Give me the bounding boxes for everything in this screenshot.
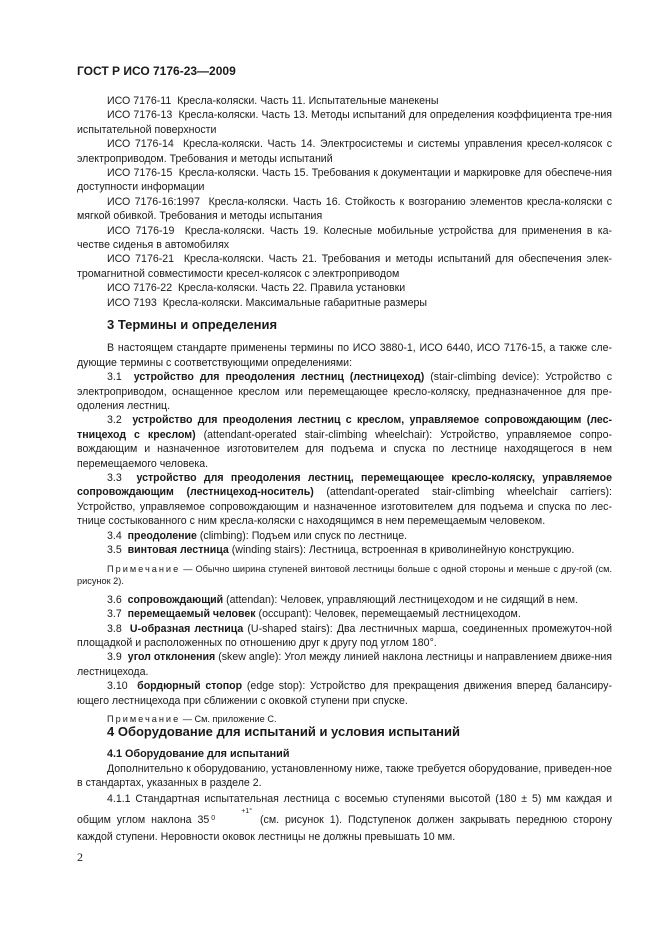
term-definition: 3.10 бордюрный стопор (edge stop): Устройство для прекращения движения вперед балансиру-ющего лестницехода при сближении с оковкой ступени при спуске. bbox=[77, 680, 612, 707]
section-3-intro: В настоящем стандарте применены термины по ИСО 3880-1, ИСО 6440, ИСО 7176-15, а также сле-дующие термины с соответствующими определениями: bbox=[77, 342, 612, 369]
term-definition: 3.8 U-образная лестница (U-shaped stairs): Два лестничных марша, соединенных промежуточ-ной площадкой и расположенных по отношению друг к другу под углом 180°. bbox=[77, 622, 613, 649]
term-definition: 3.3 устройство для преодоления лестниц, перемещающее кресло-коляску, управляемое сопровождающим (лестницеход-носитель) (attendant-operated stair-climbing wheelchair carriers): Устройство, управляемое сопровождающим и назначенное изготовителем для подъема и спуска по лес-тнице состыкованного с ним кресла-коляски с находящимся в нем перемещаемым человеком. bbox=[77, 472, 612, 528]
note: Примечание — См. приложение С. bbox=[107, 713, 277, 724]
term-definition: 3.1 устройство для преодоления лестниц (лестницеход) (stair-climbing device): Устройство с электроприводом, оснащенное креслом или перемещающее кресло-коляску, предназначенное для пре-одоления лестниц. bbox=[77, 371, 612, 413]
page-number: 2 bbox=[77, 850, 83, 864]
term-definition: 3.6 сопровождающий (attendan): Человек, управляющий лестницеходом и не сидящий в нем. bbox=[107, 593, 579, 606]
section-3-title: 3 Термины и определения bbox=[107, 317, 278, 332]
note: Примечание — Обычно ширина ступеней винтовой лестницы больше с одной стороны и меньше с дру-гой (см. рисунок 2). bbox=[77, 563, 612, 587]
term-definition: 3.7 перемещаемый человек (occupant): Человек, перемещаемый лестницеходом. bbox=[107, 608, 521, 621]
term-definition: 3.2 устройство для преодоления лестниц с креслом, управляемое сопровождающим (лес-тницеход с креслом) (attendant-operated stair-climbing wheelchair): Устройство, управляемое сопро-вождающим и назначенное изготовителем для подъема и спуска по лестнице находящегося в нем перемещаемого человека. bbox=[77, 414, 612, 470]
reference-item: ИСО 7176-22 Кресла-коляски. Часть 22. Правила установки bbox=[107, 282, 406, 295]
section-4-paragraph: Дополнительно к оборудованию, установленному ниже, также требуется оборудование, приведен-ное в стандартах, указанных в разделе 2. bbox=[77, 762, 612, 790]
term-definition: 3.4 преодоление (climbing): Подъем или спуск по лестнице. bbox=[107, 529, 408, 542]
subsection-4-1-title: 4.1 Оборудование для испытаний bbox=[107, 748, 290, 761]
section-4-title: 4 Оборудование для испытаний и условия испытаний bbox=[107, 724, 461, 739]
references-list bbox=[77, 94, 612, 310]
reference-item: ИСО 7176-15 Кресла-коляски. Часть 15. Требования к документации и маркировке для обеспече-ния доступности информации bbox=[77, 167, 612, 194]
reference-item: ИСО 7193 Кресла-коляски. Максимальные габаритные размеры bbox=[107, 296, 427, 309]
section-4 bbox=[77, 725, 612, 846]
reference-item: ИСО 7176-14 Кресла-коляски. Часть 14. Электросистемы и системы управления кресел-колясок с электроприводом. Требования и методы испытаний bbox=[77, 138, 612, 165]
clause-4-1-1: 4.1.1 Стандартная испытательная лестница с восемью ступенями высотой (180 ± 5) мм каждая и общим углом наклона 35+1° 0 (см. рисунок 1). Подступенок должен закрывать переднюю сторону каждой ступени. Неровности оковок лестницы не должны превышать 10 мм. bbox=[77, 792, 612, 843]
term-definition: 3.9 угол отклонения (skew angle): Угол между линией наклона лестницы и направлением движе-ния лестницехода. bbox=[77, 651, 612, 678]
reference-item: ИСО 7176-13 Кресла-коляски. Часть 13. Методы испытаний для определения коэффициента тре-ния испытательной поверхности bbox=[77, 109, 613, 136]
reference-item: ИСО 7176-21 Кресла-коляски. Часть 21. Требования и методы испытаний для обеспечения элек-тромагнитной совместимости кресел-колясок с электроприводом bbox=[77, 253, 613, 280]
reference-item: ИСО 7176-11 Кресла-коляски. Часть 11. Испытательные манекены bbox=[107, 95, 439, 107]
reference-item: ИСО 7176-16:1997 Кресла-коляски. Часть 16. Стойкость к возгоранию элементов кресла-коляски с мягкой обивкой. Требования и методы испытания bbox=[77, 195, 612, 223]
section-3 bbox=[77, 318, 612, 726]
angle-tolerance: +1° 0 bbox=[211, 807, 253, 822]
page-header: ГОСТ Р ИСО 7176-23—2009 bbox=[77, 64, 236, 78]
term-definition: 3.5 винтовая лестница (winding stairs): Лестница, встроенная в криволинейную конструкцию. bbox=[107, 544, 575, 557]
reference-item: ИСО 7176-19 Кресла-коляски. Часть 19. Колесные мобильные устройства для применения в ка-честве сиденья в автомобилях bbox=[77, 224, 613, 252]
